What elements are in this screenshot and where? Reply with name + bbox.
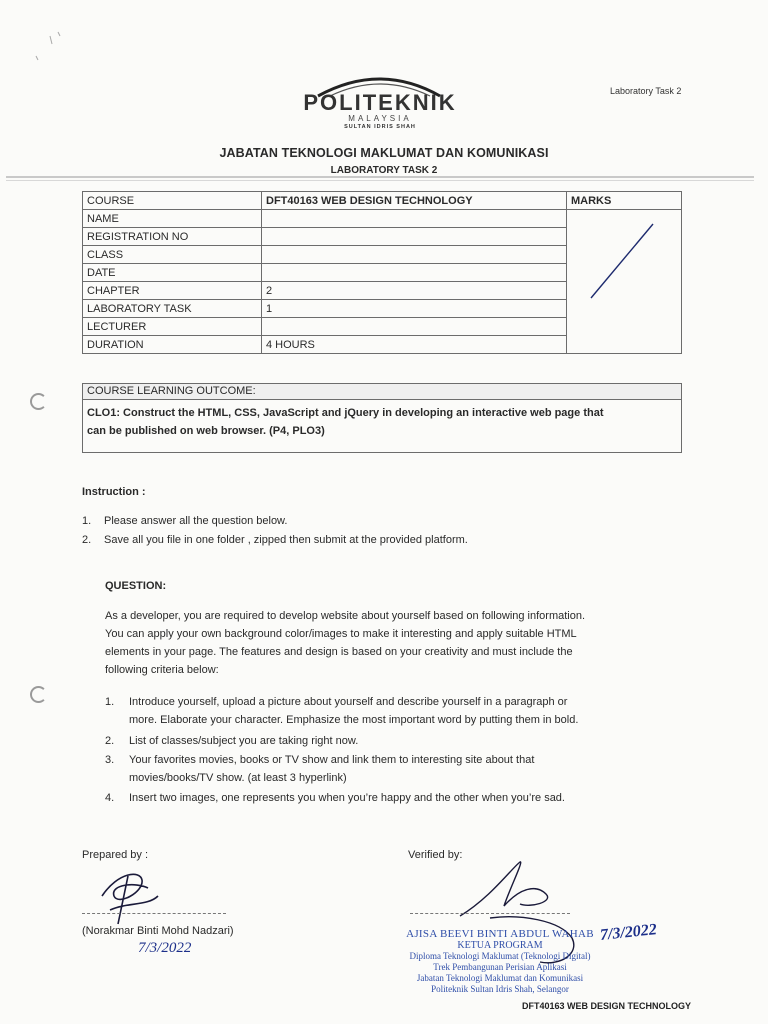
logo-campus: SULTAN IDRIS SHAH xyxy=(344,124,416,130)
row-value xyxy=(262,318,567,336)
row-label: REGISTRATION NO xyxy=(83,228,262,246)
stamp-line: Jabatan Teknologi Maklumat dan Komunikasi xyxy=(416,973,584,983)
question-line: You can apply your own background color/images to make it interesting and apply suitable HTML xyxy=(105,628,577,640)
preparer-signature xyxy=(88,866,168,928)
verified-by-label: Verified by: xyxy=(408,849,463,861)
criteria-item xyxy=(105,751,685,787)
clo-line-2: can be published on web browser. (P4, PLO3) xyxy=(87,425,325,437)
criteria-item xyxy=(105,693,685,729)
criteria-num: 2. xyxy=(105,735,115,747)
course-info-table xyxy=(82,191,682,354)
criteria-text xyxy=(129,789,684,807)
clo-line-1: CLO1: Construct the HTML, CSS, JavaScript and jQuery in developing an interactive web page that xyxy=(87,407,604,419)
politeknik-logo xyxy=(290,66,470,136)
logo-brand: POLITEKNIK xyxy=(303,90,457,115)
criteria-line: more. Elaborate your character. Emphasize the most important word by putting them in bold. xyxy=(129,714,579,726)
row-value: DFT40163 WEB DESIGN TECHNOLOGY xyxy=(262,192,567,210)
criteria-text xyxy=(129,693,684,729)
criteria-text xyxy=(129,751,684,787)
instruction-text: Please answer all the question below. xyxy=(104,515,288,527)
scan-mark xyxy=(28,30,68,70)
row-value: 1 xyxy=(262,300,567,318)
instruction-item xyxy=(82,513,682,529)
department-title: JABATAN TEKNOLOGI MAKLUMAT DAN KOMUNIKASI xyxy=(219,146,549,160)
question-line: elements in your page. The features and design is based on your creativity and must include the xyxy=(105,646,573,658)
row-label: LABORATORY TASK xyxy=(83,300,262,318)
logo-country: MALAYSIA xyxy=(348,114,412,123)
row-value: 4 HOURS xyxy=(262,336,567,354)
prepared-by-label: Prepared by : xyxy=(82,849,149,861)
row-value xyxy=(262,210,567,228)
marks-header: MARKS xyxy=(567,192,682,210)
stamp-line: Diploma Teknologi Maklumat (Teknologi Digital) xyxy=(409,951,591,961)
table-row xyxy=(83,210,682,228)
punch-hole-1 xyxy=(30,393,47,410)
instruction-num: 1. xyxy=(82,515,92,527)
footer-course: DFT40163 WEB DESIGN TECHNOLOGY xyxy=(522,1001,692,1011)
instruction-item xyxy=(82,532,682,548)
criteria-num: 1. xyxy=(105,696,115,708)
question-line: As a developer, you are required to develop website about yourself based on following information. xyxy=(105,610,586,622)
instruction-label: Instruction : xyxy=(82,486,146,498)
clo-box xyxy=(82,383,682,453)
marks-cell xyxy=(567,210,682,354)
question-line: following criteria below: xyxy=(105,664,219,676)
instruction-text: Save all you file in one folder , zipped then submit at the provided platform. xyxy=(104,534,468,546)
row-label: DURATION xyxy=(83,336,262,354)
stamp-line: Politeknik Sultan Idris Shah, Selangor xyxy=(431,984,569,994)
criteria-text xyxy=(129,732,684,750)
row-label: NAME xyxy=(83,210,262,228)
criteria-item xyxy=(105,789,685,807)
row-label: CHAPTER xyxy=(83,282,262,300)
task-subtitle: LABORATORY TASK 2 xyxy=(330,165,438,176)
table-row xyxy=(83,192,682,210)
program-head-stamp xyxy=(380,928,620,995)
preparer-name: (Norakmar Binti Mohd Nadzari) xyxy=(82,925,234,937)
row-value xyxy=(262,228,567,246)
criteria-line: Introduce yourself, upload a picture about yourself and describe yourself in a paragraph or xyxy=(129,696,568,708)
row-label: LECTURER xyxy=(83,318,262,336)
clo-heading: COURSE LEARNING OUTCOME: xyxy=(83,384,681,400)
marks-slash-mark xyxy=(577,214,677,350)
criteria-num: 4. xyxy=(105,792,115,804)
criteria-line: Insert two images, one represents you when you’re happy and the other when you’re sad. xyxy=(129,792,565,804)
signature-line xyxy=(82,913,226,914)
criteria-line: List of classes/subject you are taking right now. xyxy=(129,735,359,747)
row-label: DATE xyxy=(83,264,262,282)
row-label: COURSE xyxy=(83,192,262,210)
row-label: CLASS xyxy=(83,246,262,264)
stamp-name: AJISA BEEVI BINTI ABDUL WAHAB xyxy=(406,928,594,940)
verifier-date: 7/3/2022 xyxy=(599,921,658,944)
row-value xyxy=(262,246,567,264)
header-task-tag: Laboratory Task 2 xyxy=(610,86,682,96)
question-label: QUESTION: xyxy=(105,580,167,592)
stamp-title: KETUA PROGRAM xyxy=(457,940,543,951)
question-paragraph xyxy=(105,607,685,679)
row-value xyxy=(262,264,567,282)
punch-hole-2 xyxy=(30,686,47,703)
criteria-item xyxy=(105,732,685,750)
clo-text xyxy=(83,400,681,444)
instruction-num: 2. xyxy=(82,534,92,546)
preparer-date: 7/3/2022 xyxy=(138,940,192,956)
stamp-line: Trek Pembangunan Perisian Aplikasi xyxy=(433,962,567,972)
criteria-num: 3. xyxy=(105,754,115,766)
signature-line xyxy=(410,913,570,914)
criteria-line: Your favorites movies, books or TV show and link them to interesting site about that xyxy=(129,754,535,766)
row-value: 2 xyxy=(262,282,567,300)
header-rule xyxy=(6,176,754,178)
header-rule-thin xyxy=(6,180,754,181)
criteria-line: movies/books/TV show. (at least 3 hyperlink) xyxy=(129,772,347,784)
